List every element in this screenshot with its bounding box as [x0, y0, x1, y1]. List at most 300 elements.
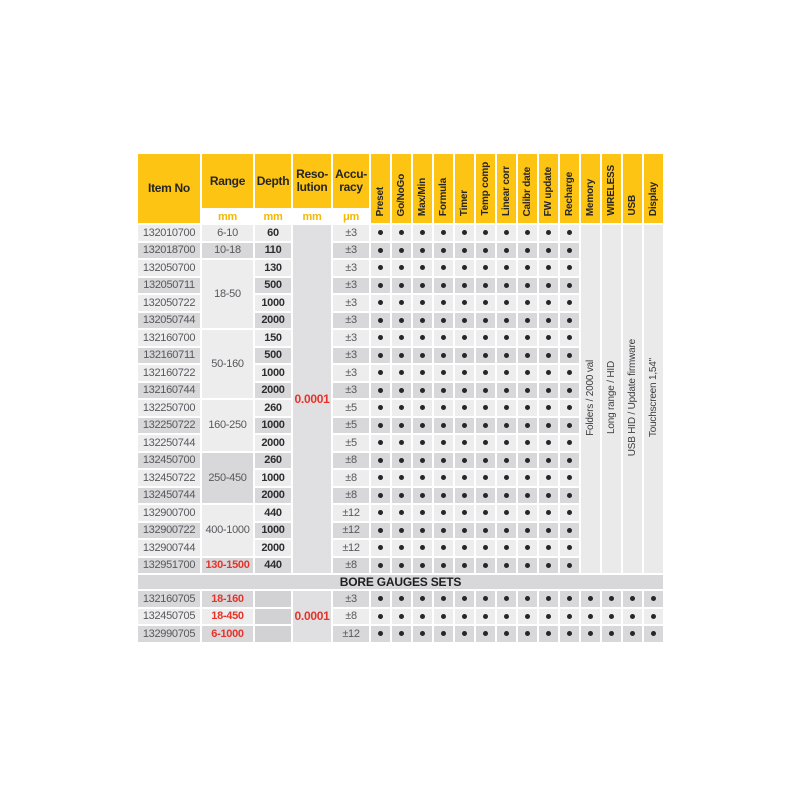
sets-banner-title: BORE GAUGES SETS — [138, 575, 663, 589]
feature-dot-icon — [525, 510, 530, 515]
feature-cell-formula — [434, 523, 453, 539]
feature-note-cell — [623, 225, 642, 573]
feature-cell-temp-comp — [476, 505, 495, 521]
feature-dot-icon — [462, 631, 467, 636]
feature-cell-fw-update — [539, 488, 558, 504]
feature-dot-icon — [567, 475, 572, 480]
feature-dot-icon — [441, 475, 446, 480]
table-header — [138, 154, 663, 223]
item-no-cell: 132900744 — [138, 540, 200, 556]
feature-cell-calibr-date — [518, 435, 537, 451]
spec-table-wrap — [136, 152, 665, 644]
depth-cell: 260 — [255, 453, 291, 469]
feature-cell-linear-corr — [497, 453, 516, 469]
accuracy-cell: ±12 — [333, 626, 369, 642]
sets-table-row — [138, 609, 663, 625]
feature-dot-icon — [609, 596, 614, 601]
feature-dot-icon — [525, 528, 530, 533]
feature-cell-timer — [455, 225, 474, 241]
feature-dot-icon — [546, 475, 551, 480]
feature-cell-calibr-date — [518, 470, 537, 486]
range-cell: 10-18 — [202, 243, 253, 259]
range-cell: 18-50 — [202, 260, 253, 328]
depth-cell: 260 — [255, 400, 291, 416]
feature-dot-icon — [567, 283, 572, 288]
feature-dot-icon — [546, 370, 551, 375]
feature-dot-icon — [567, 405, 572, 410]
feature-cell-max-min — [413, 435, 432, 451]
feature-dot-icon — [483, 458, 488, 463]
feature-dot-icon — [504, 405, 509, 410]
feature-cell-formula — [434, 348, 453, 364]
feature-dot-icon — [378, 475, 383, 480]
feature-cell-calibr-date — [518, 488, 537, 504]
feature-cell-recharge — [560, 453, 579, 469]
depth-cell-empty — [255, 626, 291, 642]
feature-cell-timer — [455, 295, 474, 311]
feature-dot-icon — [483, 510, 488, 515]
feature-cell-linear-corr — [497, 558, 516, 574]
feature-cell-go-nogo — [392, 418, 411, 434]
feature-cell-preset — [371, 609, 390, 625]
feature-dot-icon — [441, 563, 446, 568]
feature-cell-max-min — [413, 348, 432, 364]
feature-cell-recharge — [560, 591, 579, 607]
feature-cell-fw-update — [539, 365, 558, 381]
feature-cell-temp-comp — [476, 609, 495, 625]
range-cell: 400-1000 — [202, 505, 253, 556]
feature-cell-preset — [371, 278, 390, 294]
feature-note-cell — [644, 225, 663, 573]
feature-cell-recharge — [560, 626, 579, 642]
feature-dot-icon — [567, 265, 572, 270]
depth-cell: 1000 — [255, 295, 291, 311]
feature-cell-timer — [455, 330, 474, 346]
feature-dot-icon — [399, 563, 404, 568]
feature-cell-linear-corr — [497, 348, 516, 364]
feature-dot-icon — [651, 596, 656, 601]
resolution-header-line1: Reso- — [296, 167, 328, 181]
feature-cell-max-min — [413, 488, 432, 504]
feature-cell-preset — [371, 488, 390, 504]
item-no-cell: 132050711 — [138, 278, 200, 294]
feature-dot-icon — [420, 528, 425, 533]
feature-dot-icon — [399, 370, 404, 375]
feature-dot-icon — [420, 493, 425, 498]
feature-cell-calibr-date — [518, 330, 537, 346]
feature-dot-icon — [378, 335, 383, 340]
feature-dot-icon — [504, 318, 509, 323]
feature-dot-icon — [504, 388, 509, 393]
column-header-range: Range — [202, 154, 253, 208]
feature-note-text: Long range / HID — [606, 361, 617, 434]
feature-dot-icon — [378, 353, 383, 358]
feature-dot-icon — [525, 318, 530, 323]
feature-cell-temp-comp — [476, 243, 495, 259]
feature-cell-timer — [455, 523, 474, 539]
depth-cell: 440 — [255, 505, 291, 521]
feature-cell-go-nogo — [392, 243, 411, 259]
feature-cell-max-min — [413, 609, 432, 625]
feature-dot-icon — [378, 614, 383, 619]
feature-dot-icon — [420, 510, 425, 515]
feature-cell-calibr-date — [518, 558, 537, 574]
feature-dot-icon — [567, 353, 572, 358]
feature-dot-icon — [441, 405, 446, 410]
feature-dot-icon — [441, 370, 446, 375]
feature-dot-icon — [546, 493, 551, 498]
feature-dot-icon — [567, 614, 572, 619]
range-cell: 18-450 — [202, 609, 253, 625]
feature-dot-icon — [462, 596, 467, 601]
feature-cell-timer — [455, 453, 474, 469]
feature-cell-formula — [434, 505, 453, 521]
accuracy-cell: ±3 — [333, 348, 369, 364]
feature-cell-formula — [434, 626, 453, 642]
feature-dot-icon — [462, 335, 467, 340]
feature-dot-icon — [525, 248, 530, 253]
item-no-cell: 132160705 — [138, 591, 200, 607]
feature-cell-go-nogo — [392, 365, 411, 381]
feature-dot-icon — [546, 563, 551, 568]
range-cell: 18-160 — [202, 591, 253, 607]
resolution-cell: 0.0001 — [293, 591, 331, 642]
feature-dot-icon — [504, 631, 509, 636]
feature-note-cell — [602, 225, 621, 573]
feature-cell-display — [644, 626, 663, 642]
accuracy-cell: ±8 — [333, 558, 369, 574]
feature-dot-icon — [525, 335, 530, 340]
feature-dot-icon — [525, 300, 530, 305]
feature-cell-preset — [371, 365, 390, 381]
column-header-depth: Depth — [255, 154, 291, 208]
feature-dot-icon — [567, 545, 572, 550]
feature-cell-calibr-date — [518, 591, 537, 607]
feature-dot-icon — [441, 596, 446, 601]
column-header-formula: Formula — [434, 154, 453, 223]
feature-dot-icon — [441, 440, 446, 445]
feature-cell-timer — [455, 591, 474, 607]
feature-dot-icon — [399, 545, 404, 550]
feature-dot-icon — [378, 631, 383, 636]
feature-dot-icon — [441, 614, 446, 619]
feature-dot-icon — [420, 614, 425, 619]
feature-dot-icon — [525, 493, 530, 498]
feature-cell-timer — [455, 558, 474, 574]
feature-cell-fw-update — [539, 225, 558, 241]
feature-dot-icon — [525, 265, 530, 270]
feature-dot-icon — [378, 405, 383, 410]
feature-dot-icon — [462, 458, 467, 463]
feature-dot-icon — [567, 510, 572, 515]
feature-dot-icon — [504, 335, 509, 340]
feature-dot-icon — [504, 545, 509, 550]
feature-note-cell — [581, 225, 600, 573]
feature-dot-icon — [378, 596, 383, 601]
feature-cell-go-nogo — [392, 383, 411, 399]
feature-cell-temp-comp — [476, 488, 495, 504]
column-header-wireless: WIRELESS — [602, 154, 621, 223]
feature-cell-linear-corr — [497, 295, 516, 311]
feature-dot-icon — [504, 510, 509, 515]
feature-cell-calibr-date — [518, 348, 537, 364]
feature-cell-max-min — [413, 523, 432, 539]
feature-dot-icon — [546, 510, 551, 515]
feature-dot-icon — [483, 596, 488, 601]
item-no-cell: 132050744 — [138, 313, 200, 329]
feature-dot-icon — [546, 300, 551, 305]
feature-cell-calibr-date — [518, 453, 537, 469]
feature-cell-max-min — [413, 225, 432, 241]
feature-dot-icon — [399, 596, 404, 601]
feature-dot-icon — [525, 370, 530, 375]
feature-dot-icon — [546, 545, 551, 550]
feature-cell-go-nogo — [392, 260, 411, 276]
feature-dot-icon — [567, 335, 572, 340]
feature-cell-max-min — [413, 383, 432, 399]
feature-cell-calibr-date — [518, 278, 537, 294]
column-header-display: Display — [644, 154, 663, 223]
accuracy-cell: ±3 — [333, 278, 369, 294]
accuracy-cell: ±8 — [333, 609, 369, 625]
item-no-cell: 132450705 — [138, 609, 200, 625]
feature-dot-icon — [483, 423, 488, 428]
feature-cell-go-nogo — [392, 348, 411, 364]
feature-cell-calibr-date — [518, 540, 537, 556]
feature-dot-icon — [399, 353, 404, 358]
column-header-linear-corr: Linear corr — [497, 154, 516, 223]
feature-dot-icon — [504, 300, 509, 305]
feature-dot-icon — [546, 353, 551, 358]
feature-dot-icon — [462, 300, 467, 305]
feature-cell-display — [644, 609, 663, 625]
feature-dot-icon — [630, 614, 635, 619]
feature-dot-icon — [546, 631, 551, 636]
feature-dot-icon — [546, 528, 551, 533]
feature-dot-icon — [441, 631, 446, 636]
feature-cell-fw-update — [539, 626, 558, 642]
accuracy-cell: ±12 — [333, 505, 369, 521]
feature-cell-temp-comp — [476, 540, 495, 556]
accuracy-cell: ±3 — [333, 243, 369, 259]
feature-dot-icon — [504, 230, 509, 235]
feature-cell-fw-update — [539, 435, 558, 451]
feature-cell-linear-corr — [497, 400, 516, 416]
feature-cell-memory — [581, 626, 600, 642]
depth-cell: 2000 — [255, 313, 291, 329]
feature-cell-temp-comp — [476, 418, 495, 434]
feature-dot-icon — [483, 440, 488, 445]
feature-dot-icon — [378, 388, 383, 393]
feature-cell-recharge — [560, 609, 579, 625]
feature-cell-wireless — [602, 609, 621, 625]
feature-cell-max-min — [413, 558, 432, 574]
feature-dot-icon — [525, 631, 530, 636]
feature-cell-formula — [434, 591, 453, 607]
feature-dot-icon — [546, 423, 551, 428]
accuracy-cell: ±3 — [333, 365, 369, 381]
sets-banner-row — [138, 575, 663, 589]
feature-cell-max-min — [413, 505, 432, 521]
feature-dot-icon — [420, 335, 425, 340]
feature-dot-icon — [462, 265, 467, 270]
item-no-cell: 132250722 — [138, 418, 200, 434]
item-no-cell: 132450700 — [138, 453, 200, 469]
feature-cell-max-min — [413, 295, 432, 311]
feature-cell-timer — [455, 488, 474, 504]
item-no-cell: 132951700 — [138, 558, 200, 574]
feature-cell-go-nogo — [392, 626, 411, 642]
feature-cell-preset — [371, 313, 390, 329]
feature-cell-temp-comp — [476, 453, 495, 469]
feature-dot-icon — [546, 335, 551, 340]
feature-cell-temp-comp — [476, 470, 495, 486]
feature-cell-formula — [434, 383, 453, 399]
feature-cell-preset — [371, 260, 390, 276]
feature-dot-icon — [462, 510, 467, 515]
feature-cell-timer — [455, 313, 474, 329]
feature-cell-calibr-date — [518, 243, 537, 259]
feature-cell-fw-update — [539, 609, 558, 625]
feature-cell-formula — [434, 295, 453, 311]
range-cell: 6-10 — [202, 225, 253, 241]
item-no-cell: 132160744 — [138, 383, 200, 399]
feature-cell-preset — [371, 418, 390, 434]
depth-cell: 1000 — [255, 418, 291, 434]
feature-dot-icon — [504, 563, 509, 568]
feature-cell-max-min — [413, 243, 432, 259]
feature-cell-temp-comp — [476, 523, 495, 539]
feature-cell-preset — [371, 400, 390, 416]
feature-cell-recharge — [560, 418, 579, 434]
feature-dot-icon — [483, 318, 488, 323]
accuracy-cell: ±3 — [333, 383, 369, 399]
feature-dot-icon — [462, 475, 467, 480]
feature-cell-calibr-date — [518, 313, 537, 329]
feature-dot-icon — [504, 614, 509, 619]
range-cell: 130-1500 — [202, 558, 253, 574]
feature-cell-recharge — [560, 243, 579, 259]
feature-cell-formula — [434, 330, 453, 346]
feature-dot-icon — [399, 614, 404, 619]
feature-dot-icon — [546, 614, 551, 619]
feature-dot-icon — [483, 563, 488, 568]
feature-dot-icon — [462, 388, 467, 393]
column-header-max-min: Max/Min — [413, 154, 432, 223]
feature-dot-icon — [462, 405, 467, 410]
feature-cell-formula — [434, 540, 453, 556]
feature-cell-max-min — [413, 278, 432, 294]
feature-dot-icon — [462, 353, 467, 358]
feature-dot-icon — [441, 493, 446, 498]
feature-cell-recharge — [560, 295, 579, 311]
feature-cell-recharge — [560, 540, 579, 556]
item-no-cell: 132900700 — [138, 505, 200, 521]
feature-dot-icon — [378, 458, 383, 463]
feature-dot-icon — [567, 230, 572, 235]
feature-dot-icon — [399, 388, 404, 393]
feature-dot-icon — [462, 318, 467, 323]
item-no-cell: 132450744 — [138, 488, 200, 504]
feature-cell-max-min — [413, 591, 432, 607]
feature-cell-go-nogo — [392, 313, 411, 329]
feature-cell-max-min — [413, 626, 432, 642]
feature-cell-formula — [434, 260, 453, 276]
feature-cell-recharge — [560, 488, 579, 504]
feature-dot-icon — [525, 423, 530, 428]
depth-cell: 500 — [255, 278, 291, 294]
feature-cell-go-nogo — [392, 591, 411, 607]
feature-dot-icon — [483, 335, 488, 340]
depth-cell: 440 — [255, 558, 291, 574]
feature-dot-icon — [441, 300, 446, 305]
feature-cell-preset — [371, 591, 390, 607]
feature-cell-max-min — [413, 400, 432, 416]
feature-dot-icon — [378, 318, 383, 323]
feature-cell-preset — [371, 453, 390, 469]
feature-cell-linear-corr — [497, 365, 516, 381]
feature-dot-icon — [525, 545, 530, 550]
feature-cell-temp-comp — [476, 591, 495, 607]
feature-dot-icon — [441, 248, 446, 253]
feature-cell-recharge — [560, 470, 579, 486]
feature-cell-wireless — [602, 626, 621, 642]
feature-dot-icon — [378, 300, 383, 305]
feature-cell-go-nogo — [392, 400, 411, 416]
feature-cell-formula — [434, 225, 453, 241]
feature-dot-icon — [567, 563, 572, 568]
feature-cell-go-nogo — [392, 330, 411, 346]
column-header-usb: USB — [623, 154, 642, 223]
column-header-preset: Preset — [371, 154, 390, 223]
feature-dot-icon — [378, 423, 383, 428]
resolution-header-line2: lution — [296, 180, 328, 194]
feature-dot-icon — [420, 265, 425, 270]
feature-cell-linear-corr — [497, 260, 516, 276]
feature-cell-timer — [455, 540, 474, 556]
feature-dot-icon — [483, 230, 488, 235]
feature-cell-timer — [455, 348, 474, 364]
feature-dot-icon — [378, 545, 383, 550]
feature-cell-recharge — [560, 558, 579, 574]
feature-dot-icon — [441, 510, 446, 515]
feature-dot-icon — [399, 440, 404, 445]
accuracy-cell: ±5 — [333, 418, 369, 434]
feature-dot-icon — [420, 318, 425, 323]
bore-gauges-spec-table — [136, 152, 665, 644]
item-no-cell: 132160711 — [138, 348, 200, 364]
feature-dot-icon — [420, 458, 425, 463]
feature-dot-icon — [378, 528, 383, 533]
feature-cell-timer — [455, 435, 474, 451]
feature-cell-temp-comp — [476, 295, 495, 311]
feature-dot-icon — [441, 318, 446, 323]
depth-cell: 1000 — [255, 470, 291, 486]
item-no-cell: 132990705 — [138, 626, 200, 642]
feature-dot-icon — [483, 528, 488, 533]
item-no-cell: 132018700 — [138, 243, 200, 259]
column-header-accuracy — [333, 154, 369, 208]
item-no-cell: 132450722 — [138, 470, 200, 486]
feature-dot-icon — [441, 353, 446, 358]
feature-dot-icon — [567, 248, 572, 253]
feature-cell-max-min — [413, 540, 432, 556]
feature-dot-icon — [441, 528, 446, 533]
feature-cell-fw-update — [539, 591, 558, 607]
accuracy-cell: ±3 — [333, 260, 369, 276]
feature-cell-preset — [371, 505, 390, 521]
feature-dot-icon — [567, 493, 572, 498]
